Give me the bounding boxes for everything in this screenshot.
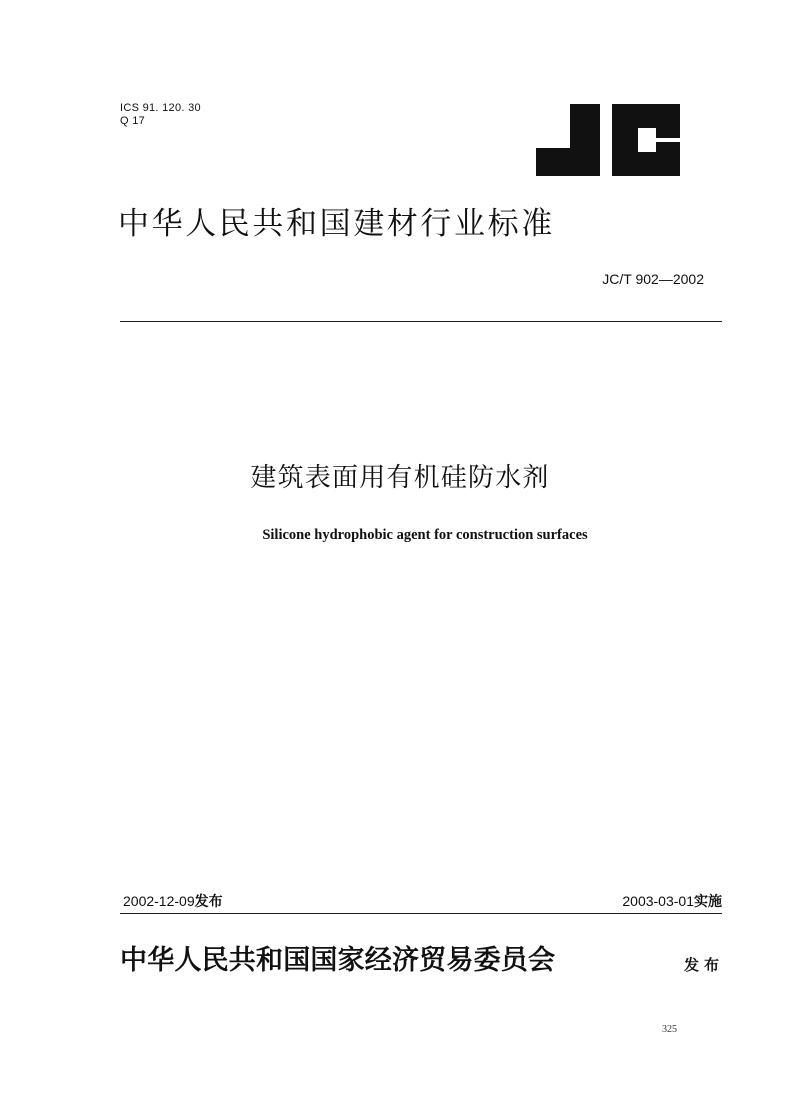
- implementation-date-label: 实施: [694, 894, 722, 910]
- publish-label: 发布: [684, 956, 725, 974]
- document-title-chinese: 建筑表面用有机硅防水剂: [250, 463, 550, 493]
- implementation-date-value: 2003-03-01: [622, 893, 694, 909]
- footer-divider: [120, 913, 722, 914]
- publisher-name: 中华人民共和国国家经济贸易委员会: [120, 945, 556, 976]
- jc-logo: [532, 104, 682, 176]
- page-number: 325: [662, 1024, 677, 1035]
- standard-number: JC/T 902—2002: [602, 271, 704, 287]
- issue-date: [123, 892, 223, 911]
- issue-date-label: 发布: [194, 894, 223, 910]
- header-divider: [120, 321, 722, 322]
- ccs-code: Q 17: [120, 115, 146, 127]
- issue-date-value: 2002-12-09: [123, 893, 195, 909]
- document-title-english: Silicone hydrophobic agent for construction surfaces: [262, 527, 588, 543]
- implementation-date: [622, 892, 722, 911]
- ics-code: ICS 91. 120. 30: [120, 102, 201, 114]
- issuer-title: 中华人民共和国建材行业标准: [118, 206, 555, 242]
